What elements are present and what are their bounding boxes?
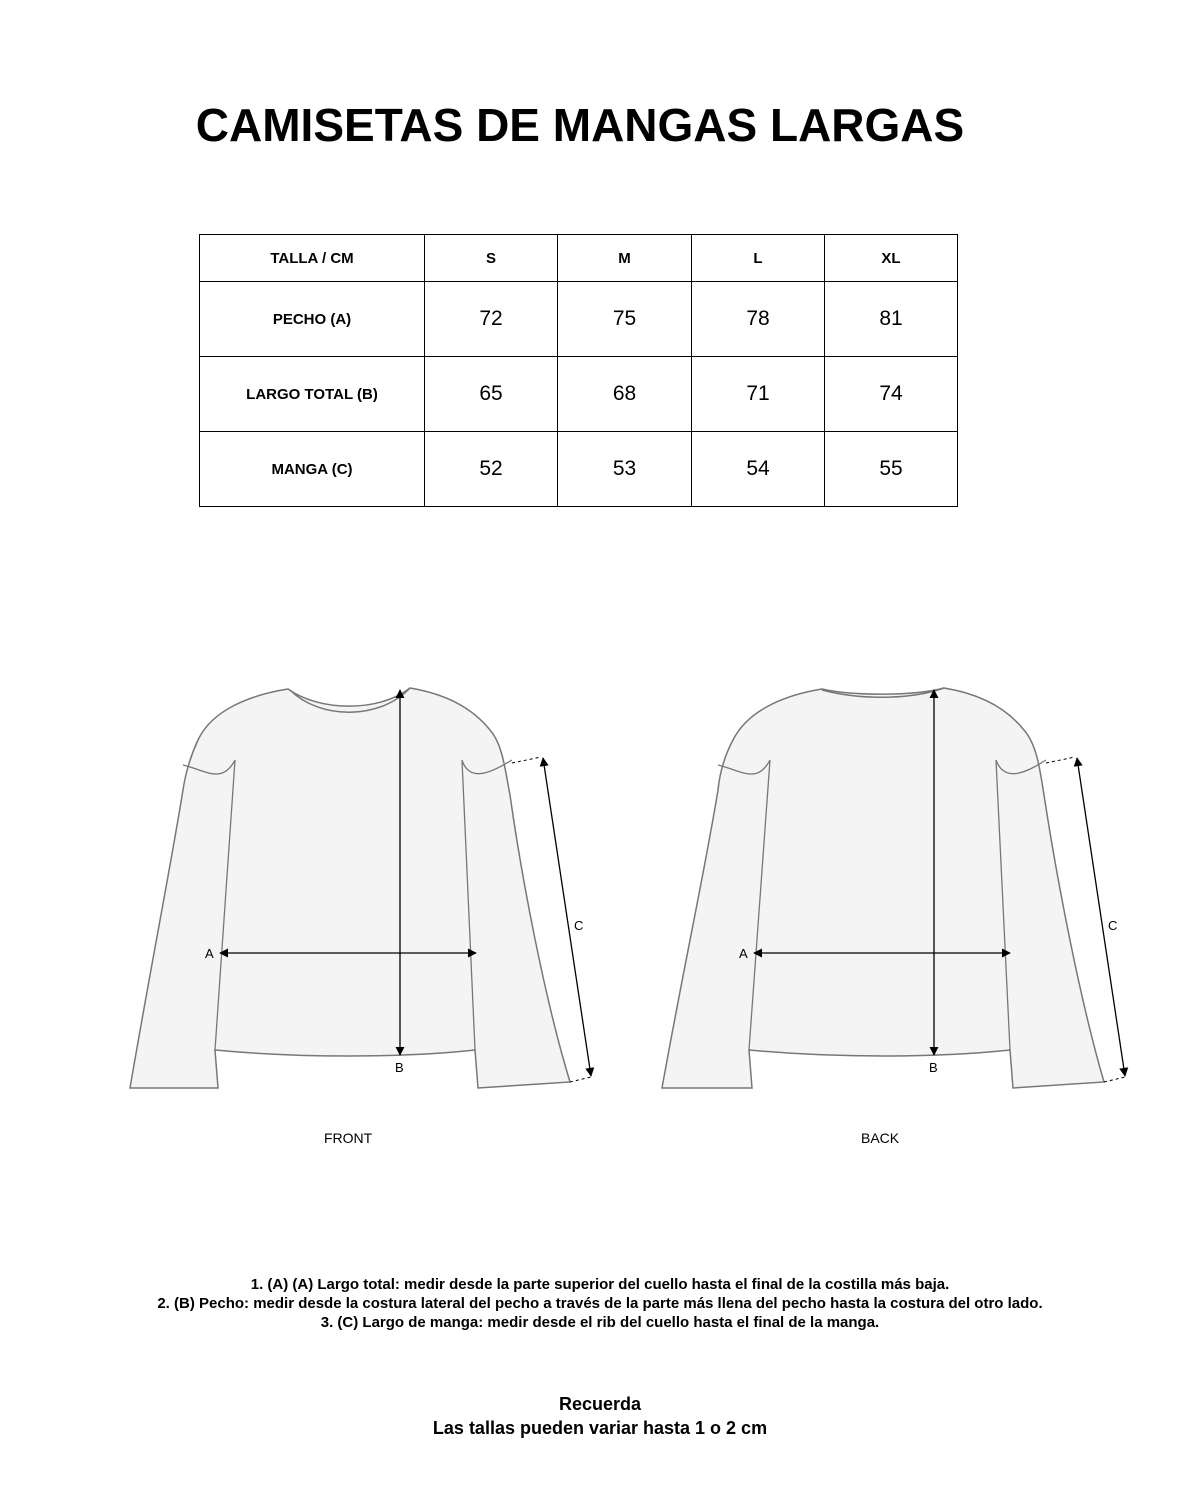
front-marker-b: B xyxy=(395,1060,404,1075)
note-line: 1. (A) (A) Largo total: medir desde la parte superior del cuello hasta el final de la costilla más baja. xyxy=(250,1276,950,1293)
table-cell: 54 xyxy=(692,432,825,507)
table-cell: 81 xyxy=(825,282,958,357)
garment-diagrams xyxy=(0,640,1200,1120)
table-row xyxy=(200,432,958,507)
front-shirt-outline xyxy=(130,688,570,1088)
remember-block xyxy=(0,1392,1200,1440)
table-cell: 74 xyxy=(825,357,958,432)
back-measure-c-guide-top xyxy=(1046,757,1075,763)
table-row xyxy=(200,282,958,357)
front-marker-c: C xyxy=(574,918,584,933)
table-cell: 78 xyxy=(692,282,825,357)
table-cell: 71 xyxy=(692,357,825,432)
note-line: 3. (C) Largo de manga: medir desde el rib del cuello hasta el final de la manga. xyxy=(320,1314,880,1331)
front-marker-a: A xyxy=(205,946,214,961)
back-marker-a: A xyxy=(739,946,748,961)
row-label-pecho: PECHO (A) xyxy=(200,282,425,357)
front-shirt-figure xyxy=(130,688,591,1088)
back-measure-c-guide-bottom xyxy=(1104,1077,1125,1082)
table-cell: 68 xyxy=(558,357,692,432)
back-marker-c: C xyxy=(1108,918,1118,933)
measurement-notes xyxy=(0,1275,1200,1332)
back-marker-b: B xyxy=(929,1060,938,1075)
table-cell: 55 xyxy=(825,432,958,507)
table-cell: 72 xyxy=(425,282,558,357)
front-measure-c-guide-bottom xyxy=(570,1077,591,1082)
note-line: 2. (B) Pecho: medir desde la costura lateral del pecho a través de la parte más llena del pecho hasta la costura del otro lado. xyxy=(157,1295,1043,1312)
header-cell-s: S xyxy=(425,235,558,282)
header-cell-m: M xyxy=(558,235,692,282)
back-shirt-figure xyxy=(662,688,1125,1088)
header-cell-talla: TALLA / CM xyxy=(200,235,425,282)
front-measure-c-guide-top xyxy=(512,757,541,763)
page-title: CAMISETAS DE MANGAS LARGAS xyxy=(195,99,965,151)
back-shirt-outline xyxy=(662,688,1104,1088)
header-cell-xl: XL xyxy=(825,235,958,282)
table-header-row xyxy=(200,235,958,282)
table-cell: 65 xyxy=(425,357,558,432)
table-row xyxy=(200,357,958,432)
table-cell: 52 xyxy=(425,432,558,507)
table-cell: 75 xyxy=(558,282,692,357)
remember-text: Las tallas pueden variar hasta 1 o 2 cm xyxy=(432,1418,768,1438)
row-label-manga: MANGA (C) xyxy=(200,432,425,507)
row-label-largo-total: LARGO TOTAL (B) xyxy=(200,357,425,432)
header-cell-l: L xyxy=(692,235,825,282)
remember-heading: Recuerda xyxy=(558,1394,642,1414)
back-label: BACK xyxy=(861,1130,900,1146)
front-label: FRONT xyxy=(324,1130,373,1146)
table-cell: 53 xyxy=(558,432,692,507)
size-table xyxy=(199,234,958,507)
